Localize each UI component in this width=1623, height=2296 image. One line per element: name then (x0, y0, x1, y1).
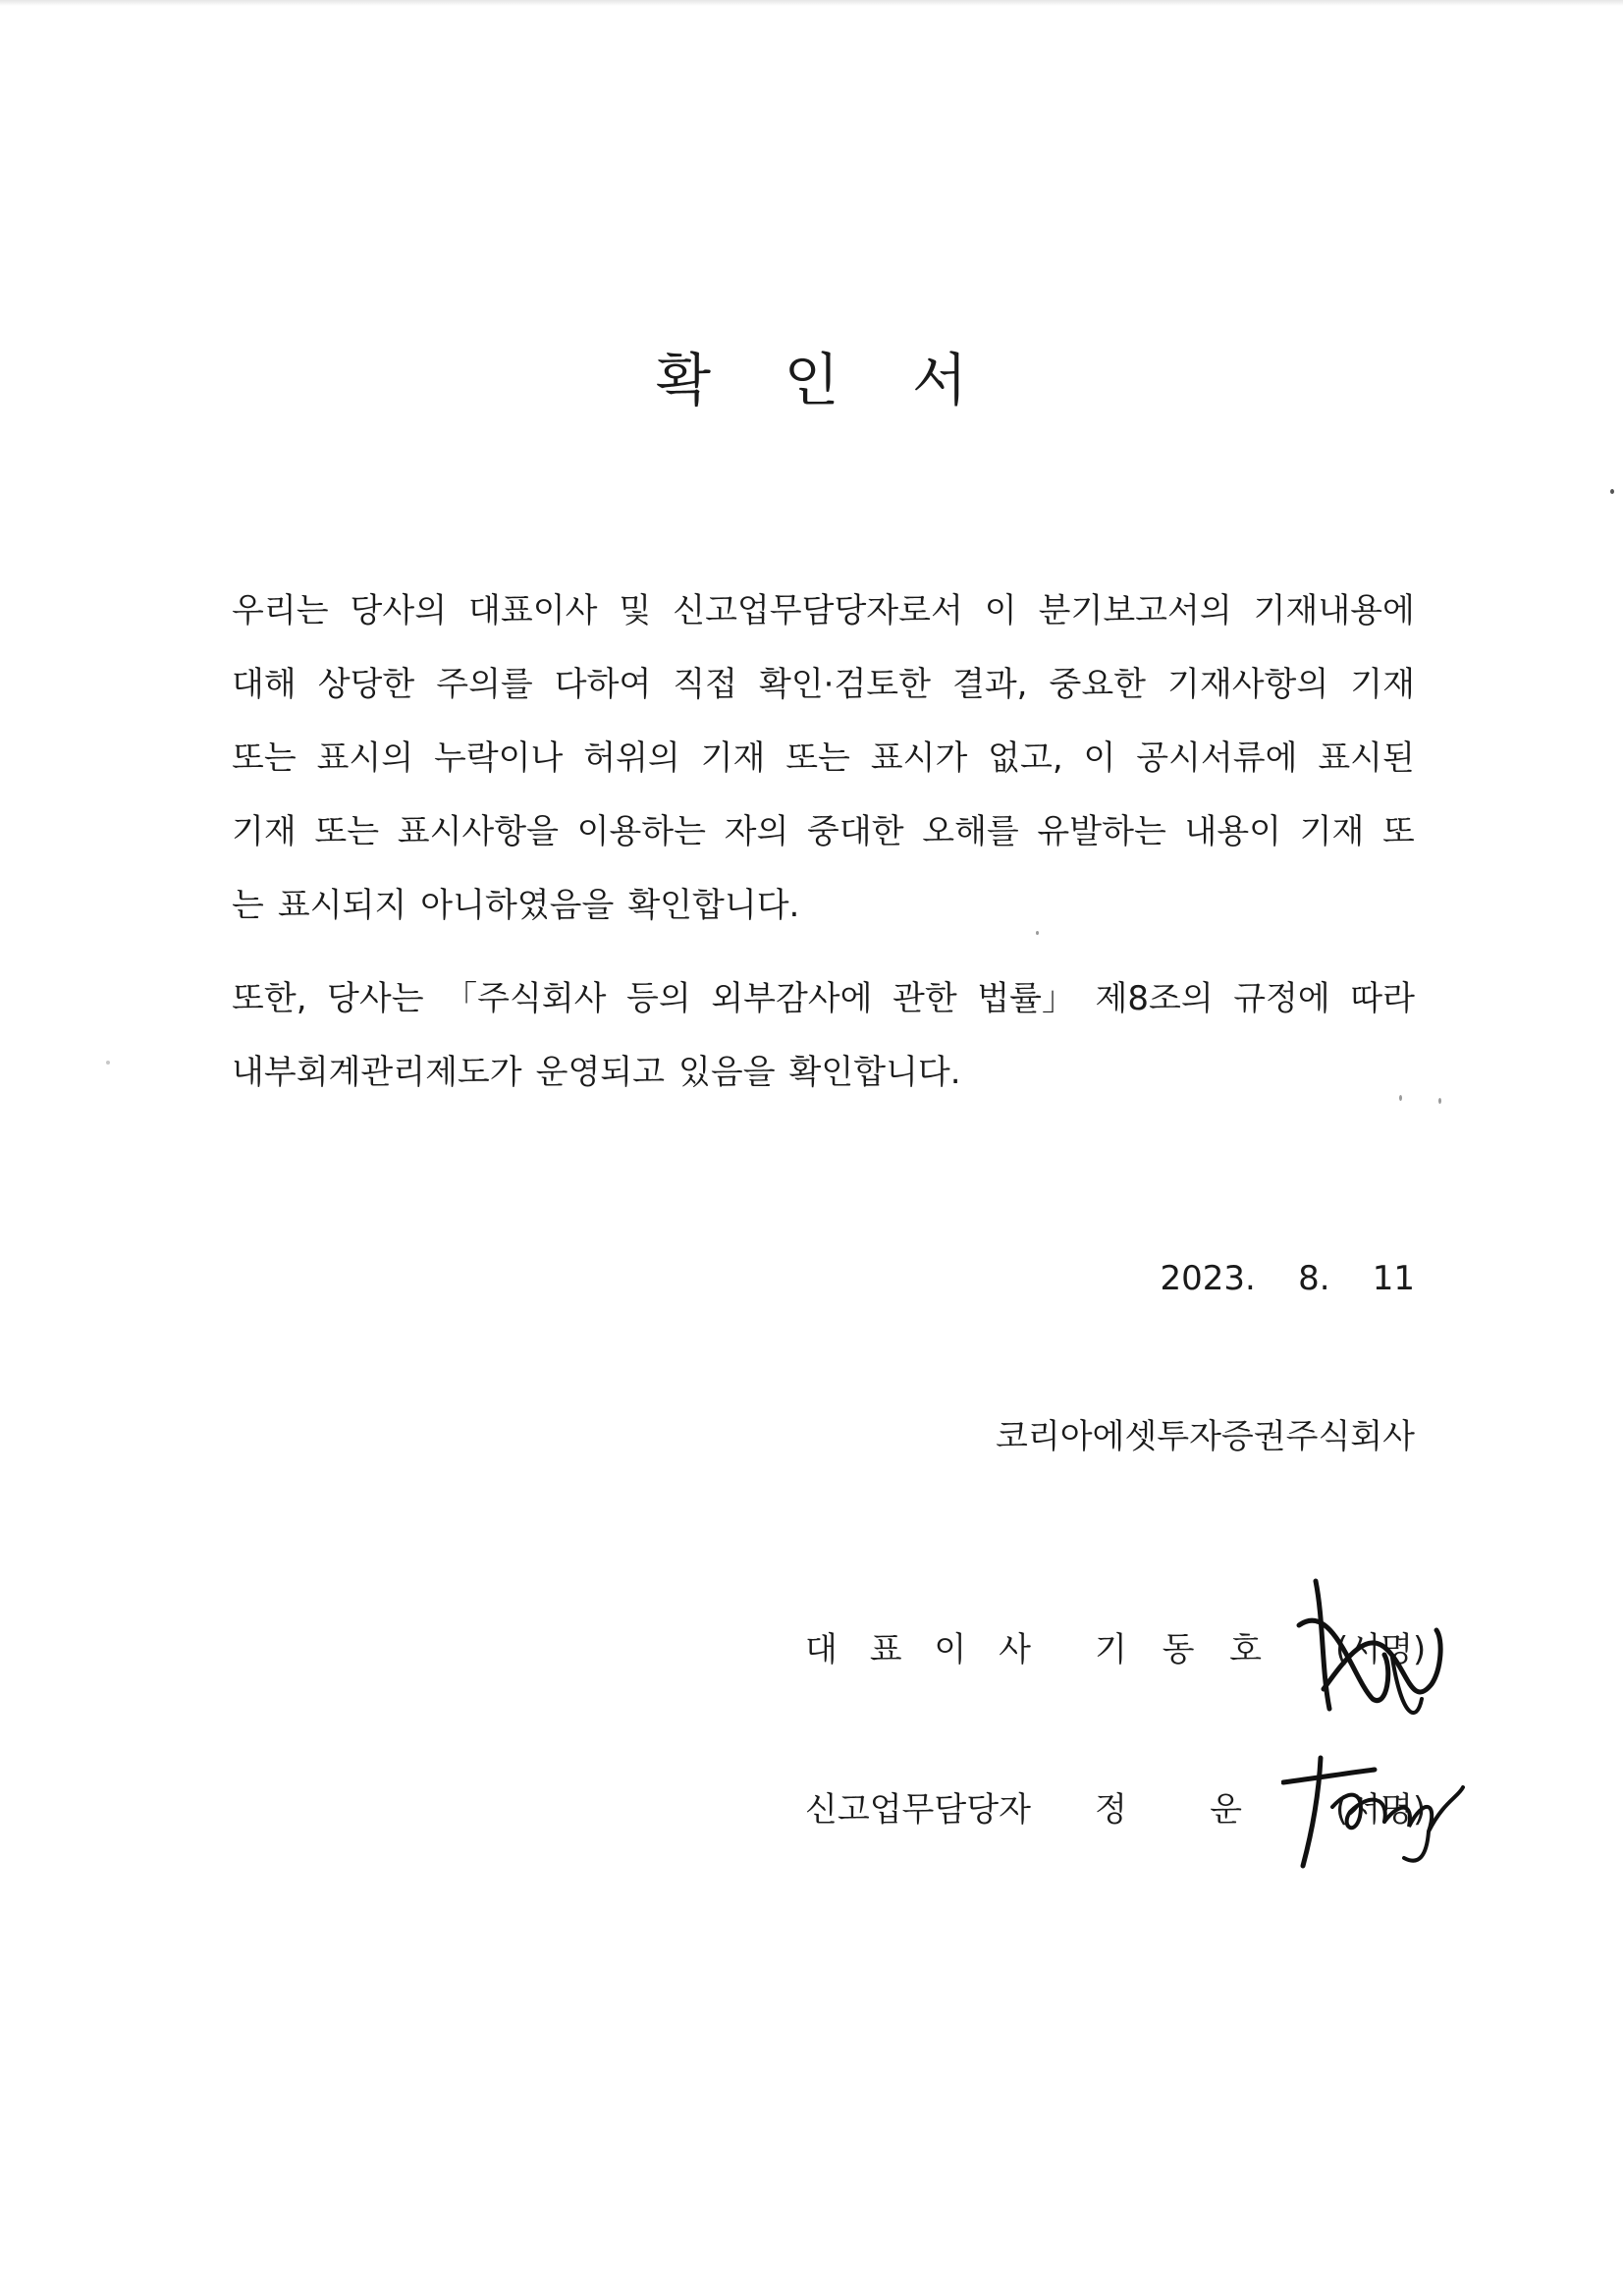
word: 확인합니다. (788, 1053, 961, 1092)
role-char: 대 (805, 1630, 838, 1669)
word: 는 (232, 886, 264, 925)
paragraph-line (232, 962, 1415, 1036)
word: 다하여 (554, 665, 652, 704)
word: 확인합니다. (627, 886, 800, 925)
document-title: 확 인 서 (656, 347, 995, 413)
name-char: 운 (1210, 1790, 1242, 1830)
word: 오해를 (922, 812, 1019, 851)
word: 「주식회사 (444, 979, 607, 1018)
sign-label: (서명) (1335, 1790, 1427, 1830)
word: 직접 (673, 665, 737, 704)
paragraph-line (232, 1036, 1415, 1110)
scan-speck (1610, 489, 1614, 494)
word: 확인·검토한 (758, 665, 931, 704)
word: 내용이 (1184, 812, 1282, 851)
word: 등의 (626, 979, 691, 1018)
word: 신고업무담당자로서 (673, 591, 963, 630)
word: 분기보고서의 (1038, 591, 1232, 630)
word: 우리는 (232, 591, 329, 630)
word: 표시의 (316, 738, 414, 778)
paragraph-line (232, 648, 1415, 722)
word: 기재사항의 (1167, 665, 1329, 704)
internal-control-paragraph (232, 962, 1415, 1110)
word: 이 (984, 591, 1017, 630)
confirmation-paragraph (232, 574, 1415, 943)
paragraph-line (232, 869, 1415, 943)
word: 기재내용에 (1253, 591, 1415, 630)
company-name: 코리아에셋투자증권주식회사 (996, 1417, 1415, 1456)
word: 허위의 (583, 738, 680, 778)
word: 기재 (700, 738, 766, 778)
word: 표시되지 (277, 886, 407, 925)
word: 이용하는 (576, 812, 706, 851)
word: 누락이나 (433, 738, 564, 778)
word: 표시사항을 (397, 812, 559, 851)
name-char: 기 (1095, 1630, 1127, 1669)
word: 내부회계관리제도가 (232, 1053, 522, 1092)
word: 법률」 (977, 979, 1075, 1018)
word: 제8조의 (1095, 979, 1214, 1018)
word: 기재 (232, 812, 297, 851)
word: 공시서류에 (1136, 738, 1298, 778)
word: 주의를 (436, 665, 533, 704)
word: 당사의 (350, 591, 448, 630)
paragraph-line (232, 722, 1415, 795)
word: 있음을 (678, 1053, 776, 1092)
signatory-name (1095, 1625, 1262, 1674)
word: 또 (1382, 812, 1415, 851)
word: 및 (619, 591, 652, 630)
word: 기재 (1350, 665, 1415, 704)
word: 상당한 (317, 665, 415, 704)
paragraph-line (232, 574, 1415, 648)
signatory-role (805, 1785, 1031, 1834)
role-char: 표 (869, 1630, 902, 1669)
word: 또한, (232, 979, 307, 1018)
name-char: 호 (1229, 1630, 1262, 1669)
word: 또는 (232, 738, 297, 778)
role-char: 신고업무담당자 (805, 1790, 1031, 1830)
document-date: 2023. 8. 11 (1160, 1259, 1415, 1298)
word: 외부감사에 (711, 979, 873, 1018)
scan-speck (106, 1061, 110, 1065)
word: 관한 (893, 979, 957, 1018)
word: 또는 (314, 812, 380, 851)
word: 당사는 (327, 979, 424, 1018)
word: 운영되고 (535, 1053, 665, 1092)
word: 유발하는 (1037, 812, 1166, 851)
role-char: 이 (934, 1630, 967, 1669)
word: 없고, (988, 738, 1063, 778)
paragraph-line (232, 795, 1415, 869)
word: 아니하였음을 (420, 886, 615, 925)
scan-edge (0, 0, 1623, 6)
word: 결과, (951, 665, 1028, 704)
filing-officer-signature (1281, 1748, 1468, 1871)
ceo-signature (1294, 1561, 1451, 1728)
signatory-name (1095, 1785, 1242, 1834)
name-char: 동 (1162, 1630, 1195, 1669)
word: 표시된 (1318, 738, 1415, 778)
scan-speck (1036, 931, 1039, 935)
word: 또는 (785, 738, 850, 778)
word: 중대한 (807, 812, 904, 851)
word: 규정에 (1233, 979, 1330, 1018)
word: 대표이사 (468, 591, 598, 630)
word: 기재 (1299, 812, 1365, 851)
scan-speck (1438, 1098, 1441, 1104)
word: 따라 (1350, 979, 1415, 1018)
name-char: 정 (1095, 1790, 1127, 1830)
word: 자의 (724, 812, 789, 851)
word: 이 (1083, 738, 1116, 778)
sign-label: (서명) (1335, 1630, 1427, 1669)
role-char: 사 (999, 1630, 1031, 1669)
word: 중요한 (1049, 665, 1147, 704)
scan-speck (1399, 1095, 1402, 1101)
signatory-role (805, 1625, 1031, 1674)
word: 표시가 (870, 738, 968, 778)
word: 대해 (232, 665, 297, 704)
